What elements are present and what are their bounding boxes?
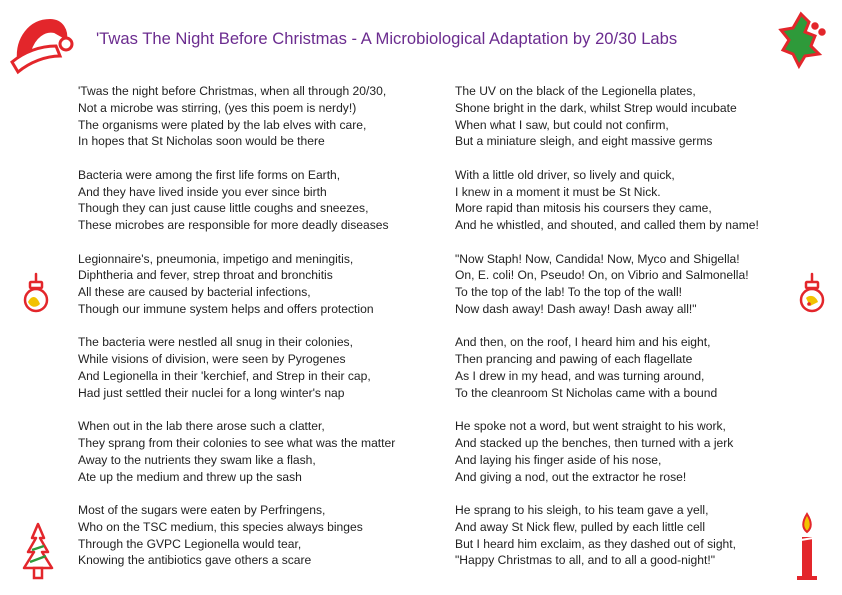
poem-line: But a miniature sleigh, and eight massive germs xyxy=(455,134,713,149)
poem-line: With a little old driver, so lively and quick, xyxy=(455,167,675,182)
poem-line: I knew in a moment it must be St Nick. xyxy=(455,184,661,199)
poem-line: Though our immune system helps and offers protection xyxy=(78,301,374,316)
poem-line: While visions of division, were seen by Pyrogenes xyxy=(78,352,346,367)
stanza xyxy=(455,83,825,150)
poem-line: Bacteria were among the first life forms on Earth, xyxy=(78,167,341,182)
stanza xyxy=(455,334,825,401)
stanza xyxy=(455,167,825,234)
page-title: 'Twas The Night Before Christmas - A Microbiological Adaptation by 20/30 Labs xyxy=(96,29,678,48)
poem-line: And then, on the roof, I heard him and his eight, xyxy=(455,335,711,350)
poem-line: Shone bright in the dark, whilst Strep would incubate xyxy=(455,100,737,115)
poem-line: And stacked up the benches, then turned with a jerk xyxy=(455,435,734,450)
poem-line: He sprang to his sleigh, to his team gave a yell, xyxy=(455,502,709,517)
poem-line: Not a microbe was stirring, (yes this poem is nerdy!) xyxy=(78,100,357,115)
stanza xyxy=(78,83,448,150)
poem-line: And they have lived inside you ever since birth xyxy=(78,184,327,199)
poem-line: He spoke not a word, but went straight to his work, xyxy=(455,419,726,434)
christmas-tree-icon xyxy=(22,520,54,582)
poem-line: More rapid than mitosis his coursers they came, xyxy=(455,201,712,216)
poem-line: On, E. coli! On, Pseudo! On, on Vibrio and Salmonella! xyxy=(455,268,749,283)
poem-line: Ate up the medium and threw up the sash xyxy=(78,469,302,484)
poem-column-left xyxy=(78,83,448,586)
poem-line: These microbes are responsible for more deadly diseases xyxy=(78,218,389,233)
poem-line: Knowing the antibiotics gave others a scare xyxy=(78,553,312,568)
poem-line: Who on the TSC medium, this species always binges xyxy=(78,519,363,534)
stanza xyxy=(78,502,448,569)
poem-line: And away St Nick flew, pulled by each little cell xyxy=(455,519,706,534)
poem-line: Though they can just cause little coughs and sneezes, xyxy=(78,201,369,216)
poem-line: As I drew in my head, and was turning around, xyxy=(455,368,705,383)
poem-line: Legionnaire's, pneumonia, impetigo and meningitis, xyxy=(78,251,354,266)
poem-column-right xyxy=(455,83,825,586)
santa-hat-icon xyxy=(6,8,76,84)
poem-line: Through the GVPC Legionella would tear, xyxy=(78,536,302,551)
poem-line: They sprang from their colonies to see what was the matter xyxy=(78,435,396,450)
stanza xyxy=(455,251,825,318)
poem-line: Away to the nutrients they swam like a flash, xyxy=(78,452,316,467)
poem-line: And laying his finger aside of his nose, xyxy=(455,452,662,467)
poem-line: When what I saw, but could not confirm, xyxy=(455,117,669,132)
stanza xyxy=(455,502,825,569)
poem-line: The UV on the black of the Legionella plates, xyxy=(455,84,696,98)
poem-line: "Now Staph! Now, Candida! Now, Myco and Shigella! xyxy=(455,251,740,266)
poem-line: And he whistled, and shouted, and called them by name! xyxy=(455,218,759,233)
poem-line: All these are caused by bacterial infections, xyxy=(78,285,311,300)
bauble-icon xyxy=(22,272,50,316)
poem-line: The bacteria were nestled all snug in their colonies, xyxy=(78,335,353,350)
poem-line: To the cleanroom St Nicholas came with a bound xyxy=(455,385,718,400)
poem-line: And Legionella in their 'kerchief, and Strep in their cap, xyxy=(78,368,371,383)
poem-line: Had just settled their nuclei for a long winter's nap xyxy=(78,385,345,400)
poem-line: And giving a nod, out the extractor he rose! xyxy=(455,469,687,484)
poem-line: To the top of the lab! To the top of the wall! xyxy=(455,285,683,300)
stanza xyxy=(78,167,448,234)
poem-line: Most of the sugars were eaten by Perfringens, xyxy=(78,502,326,517)
poem-line: The organisms were plated by the lab elves with care, xyxy=(78,117,367,132)
poem-line: But I heard him exclaim, as they dashed out of sight, xyxy=(455,536,736,551)
poem-line: Then prancing and pawing of each flagellate xyxy=(455,352,693,367)
stanza xyxy=(78,334,448,401)
poem-line: Diphtheria and fever, strep throat and bronchitis xyxy=(78,268,333,283)
poem-line: Now dash away! Dash away! Dash away all!" xyxy=(455,301,697,316)
poem-line: 'Twas the night before Christmas, when all through 20/30, xyxy=(78,84,387,98)
stanza xyxy=(78,251,448,318)
poem-line: "Happy Christmas to all, and to all a good-night!" xyxy=(455,553,716,568)
poem-line: In hopes that St Nicholas soon would be there xyxy=(78,134,325,149)
poem-line: When out in the lab there arose such a clatter, xyxy=(78,419,325,434)
holly-icon xyxy=(775,10,831,76)
stanza xyxy=(455,418,825,485)
stanza xyxy=(78,418,448,485)
